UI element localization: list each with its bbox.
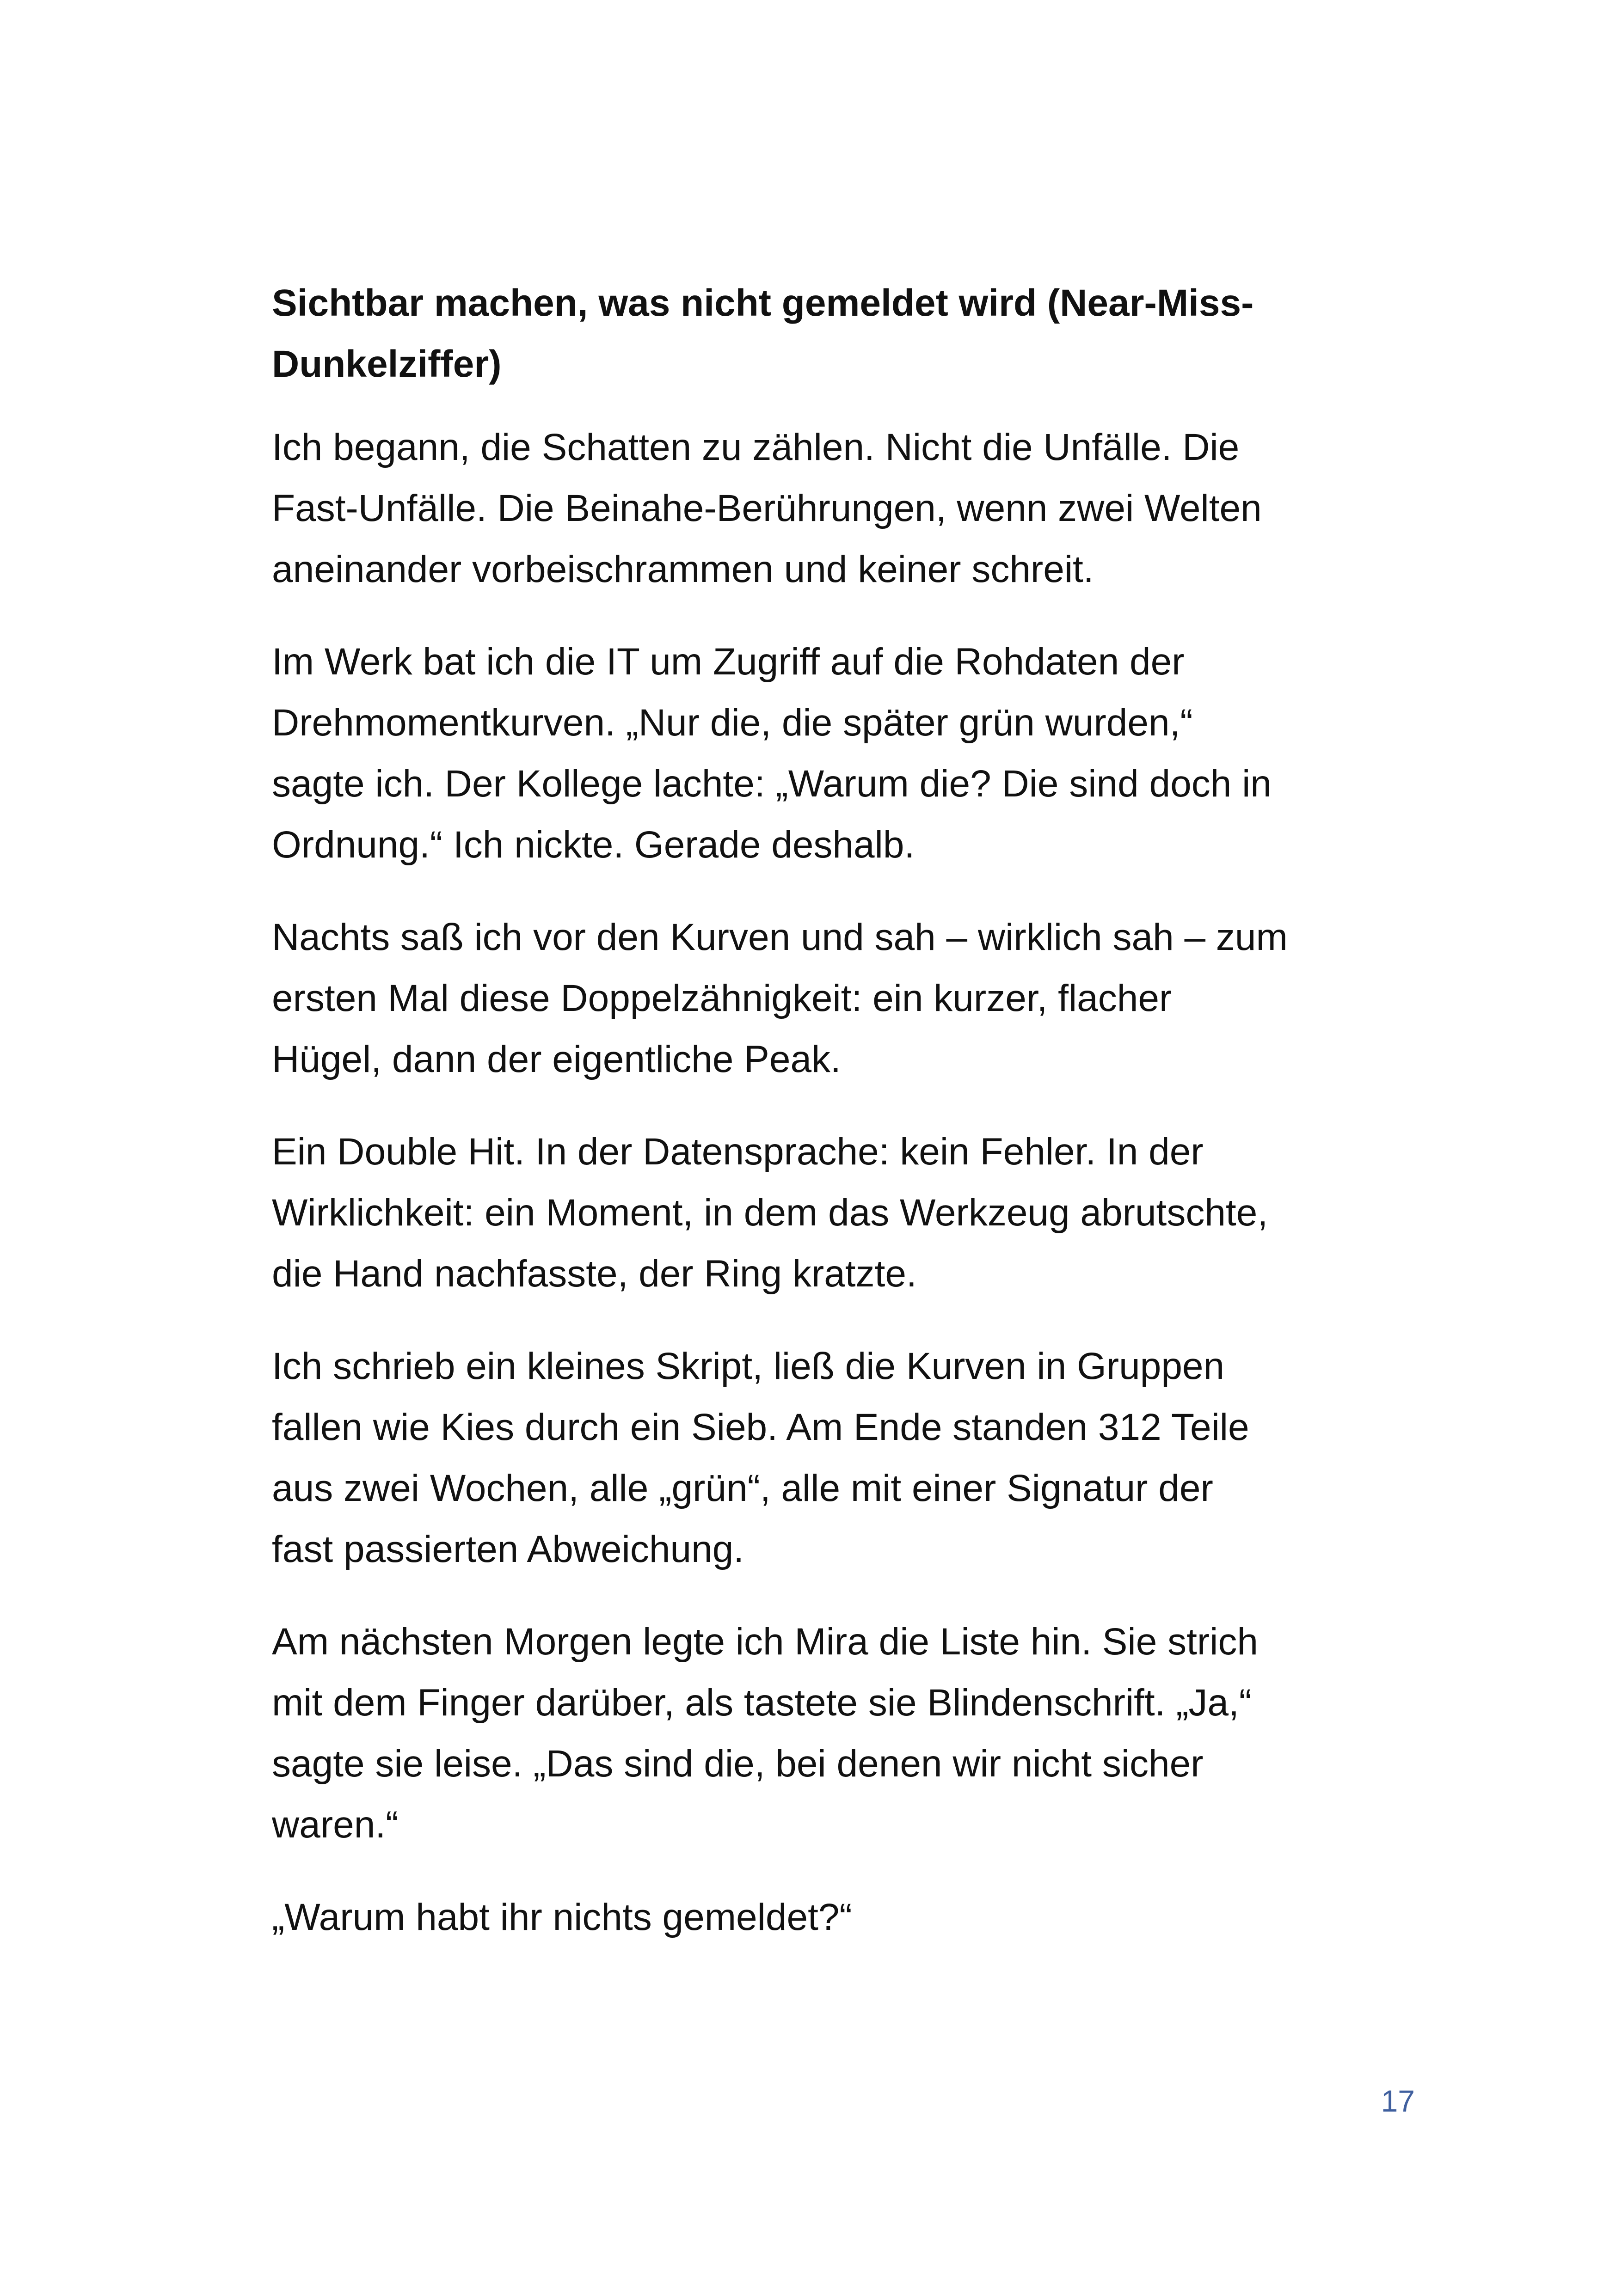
paragraph-line: sagte sie leise. „Das sind die, bei denen wir nicht sicher <box>272 1743 1204 1785</box>
paragraph-line: Nachts saß ich vor den Kurven und sah – wirklich sah – zum <box>272 916 1288 958</box>
paragraph <box>272 631 1409 876</box>
paragraph-line: fallen wie Kies durch ein Sieb. Am Ende standen 312 Teile <box>272 1406 1249 1448</box>
paragraph-line: Ich begann, die Schatten zu zählen. Nicht die Unfälle. Die <box>272 426 1240 468</box>
paragraph-line: Im Werk bat ich die IT um Zugriff auf die Rohdaten der <box>272 641 1185 683</box>
paragraph-line: Ordnung.“ Ich nickte. Gerade deshalb. <box>272 824 915 866</box>
paragraph-line: die Hand nachfasste, der Ring kratzte. <box>272 1253 917 1295</box>
paragraph-line: ersten Mal diese Doppelzähnigkeit: ein kurzer, flacher <box>272 977 1172 1019</box>
section-heading <box>272 273 1409 395</box>
paragraph-line: Ich schrieb ein kleines Skript, ließ die Kurven in Gruppen <box>272 1345 1225 1387</box>
paragraph-line: fast passierten Abweichung. <box>272 1528 744 1570</box>
paragraph <box>272 1121 1409 1304</box>
paragraph-line: Wirklichkeit: ein Moment, in dem das Werkzeug abrutschte, <box>272 1192 1268 1234</box>
paragraph-line: Hügel, dann der eigentliche Peak. <box>272 1038 841 1080</box>
page-number: 17 <box>1381 2084 1415 2118</box>
paragraph-line: aus zwei Wochen, alle „grün“, alle mit einer Signatur der <box>272 1467 1213 1509</box>
section-heading-line: Dunkelziffer) <box>272 343 502 385</box>
paragraph <box>272 1611 1409 1855</box>
paragraph-line: aneinander vorbeischrammen und keiner schreit. <box>272 548 1094 590</box>
paragraph <box>272 1887 1409 1948</box>
paragraph <box>272 417 1409 600</box>
paragraph-line: Drehmomentkurven. „Nur die, die später grün wurden,“ <box>272 702 1193 744</box>
section-heading-line: Sichtbar machen, was nicht gemeldet wird (Near-Miss- <box>272 282 1254 324</box>
paragraph-line: mit dem Finger darüber, als tastete sie Blindenschrift. „Ja,“ <box>272 1682 1252 1724</box>
paragraph-line: Am nächsten Morgen legte ich Mira die Liste hin. Sie strich <box>272 1621 1259 1663</box>
page-content <box>272 273 1409 1979</box>
paragraph-line: „Warum habt ihr nichts gemeldet?“ <box>272 1896 852 1938</box>
paragraph-line: Ein Double Hit. In der Datensprache: kein Fehler. In der <box>272 1131 1204 1173</box>
paragraph-line: sagte ich. Der Kollege lachte: „Warum die? Die sind doch in <box>272 763 1272 805</box>
paragraph-line: Fast-Unfälle. Die Beinahe-Berührungen, wenn zwei Welten <box>272 487 1262 529</box>
paragraph <box>272 1336 1409 1580</box>
paragraph-line: waren.“ <box>272 1804 399 1846</box>
paragraph <box>272 907 1409 1090</box>
